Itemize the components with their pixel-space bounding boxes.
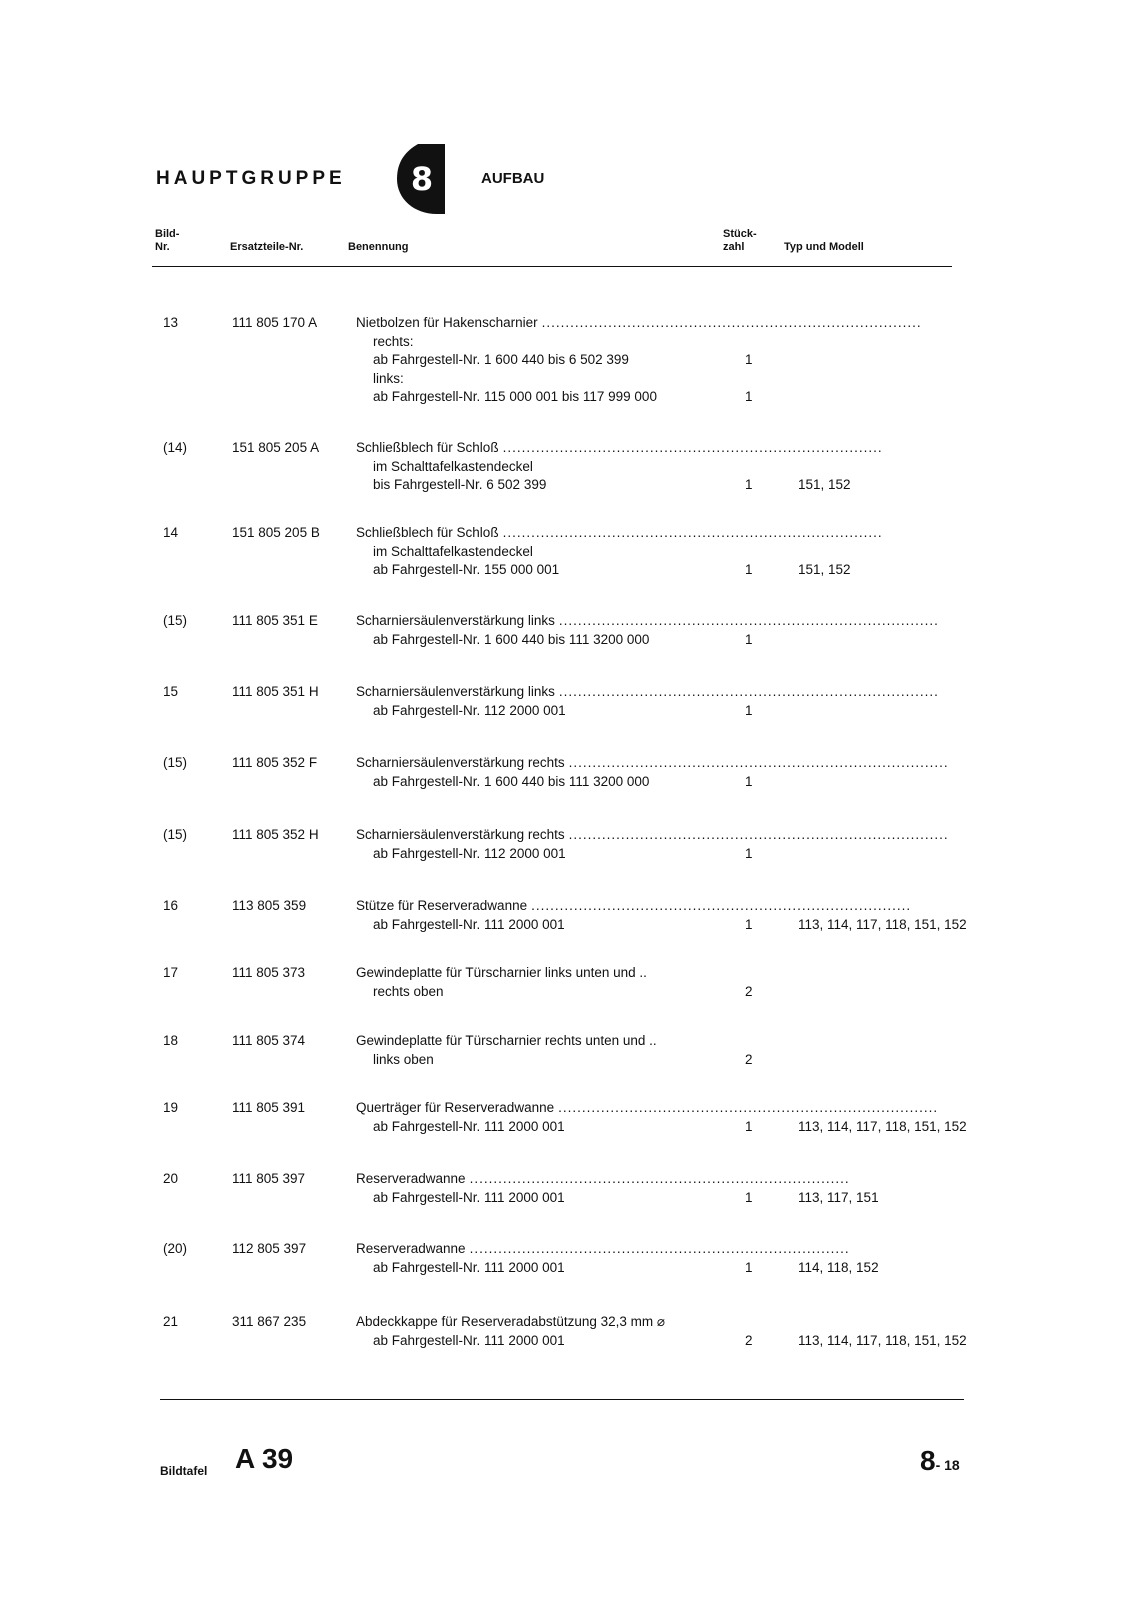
description-line: ab Fahrgestell-Nr. 112 2000 001: [373, 702, 566, 718]
description-line: ab Fahrgestell-Nr. 111 2000 001: [373, 1332, 565, 1348]
quantity: 2: [745, 983, 753, 999]
description-text: Scharniersäulenverstärkung rechts: [356, 827, 565, 842]
figure-number: 18: [163, 1033, 179, 1048]
dot-leader: ................................................................................: [558, 613, 939, 628]
footer-page-number: [920, 1445, 960, 1477]
type-model: 114, 118, 152: [798, 1259, 879, 1275]
description-text: Scharniersäulenverstärkung links: [356, 684, 555, 699]
description-line: [356, 683, 939, 702]
description-line: ab Fahrgestell-Nr. 112 2000 001: [373, 845, 566, 861]
dot-leader: ................................................................................: [568, 755, 949, 770]
group-name: AUFBAU: [481, 170, 545, 187]
part-number: 111 805 391: [232, 1100, 306, 1115]
header-rule: [152, 266, 952, 267]
description-line: [356, 439, 883, 458]
main-group-title: HAUPTGRUPPE: [156, 168, 346, 189]
description-line: rechts oben: [373, 983, 444, 999]
quantity: 1: [745, 562, 753, 577]
description-line: ab Fahrgestell-Nr. 1 600 440 bis 111 3200 000: [373, 773, 650, 789]
part-number: 112 805 397: [232, 1241, 307, 1256]
part-number: 111 805 352 F: [232, 755, 318, 770]
description-text: Schließblech für Schloß: [356, 440, 499, 455]
figure-number: 13: [163, 315, 179, 330]
quantity: 2: [745, 1051, 753, 1067]
page-suffix: - 18: [935, 1457, 960, 1473]
footer-plate-label: Bildtafel: [160, 1464, 208, 1478]
figure-number: (14): [163, 440, 188, 455]
part-number: 111 805 352 H: [232, 827, 319, 842]
part-number: 113 805 359: [232, 898, 307, 913]
part-number: 151 805 205 A: [232, 440, 320, 455]
description-line: [356, 1099, 939, 1118]
figure-number: 20: [163, 1171, 179, 1186]
description-text: Scharniersäulenverstärkung rechts: [356, 755, 565, 770]
description-line: [356, 1240, 850, 1259]
part-description: [356, 1032, 726, 1069]
quantity: 1: [745, 631, 753, 647]
description-line: [356, 897, 912, 916]
description-line: ab Fahrgestell-Nr. 111 2000 001: [373, 1259, 565, 1275]
quantity: 1: [745, 916, 753, 932]
figure-number: 21: [163, 1314, 179, 1329]
dot-leader: ................................................................................: [558, 1100, 939, 1115]
part-description: [356, 964, 726, 1001]
page-group: 8: [920, 1445, 936, 1476]
description-line: ab Fahrgestell-Nr. 155 000 001: [373, 562, 560, 577]
dot-leader: ................................................................................: [558, 684, 939, 699]
part-description: [356, 754, 949, 791]
description-line: bis Fahrgestell-Nr. 6 502 399: [373, 477, 547, 492]
description-line: links oben: [373, 1051, 434, 1067]
description-line: Gewindeplatte für Türscharnier links unten und ..: [356, 965, 647, 980]
description-line: [356, 754, 949, 773]
description-text: Scharniersäulenverstärkung links: [356, 613, 555, 628]
description-line: ab Fahrgestell-Nr. 111 2000 001: [373, 1189, 565, 1205]
dot-leader: ................................................................................: [469, 1171, 850, 1186]
figure-number: 15: [163, 684, 179, 699]
part-number: 111 805 397: [232, 1171, 306, 1186]
description-line: im Schalttafelkastendeckel: [373, 458, 533, 474]
footer-plate-number: A 39: [235, 1443, 294, 1474]
description-line: [356, 314, 922, 333]
description-line: Abdeckkappe für Reserveradabstützung 32,3 mm ⌀: [356, 1314, 666, 1329]
type-model: 113, 114, 117, 118, 151, 152: [798, 1118, 967, 1134]
figure-number: 17: [163, 965, 179, 980]
description-text: Querträger für Reserveradwanne: [356, 1100, 555, 1115]
description-line: links:: [373, 370, 404, 386]
figure-number: 14: [163, 525, 179, 540]
part-number: 111 805 170 A: [232, 315, 318, 330]
part-number: 111 805 351 H: [232, 684, 319, 699]
description-text: Reserveradwanne: [356, 1241, 466, 1256]
quantity: 1: [745, 352, 753, 367]
description-line: im Schalttafelkastendeckel: [373, 543, 533, 559]
dot-leader: ................................................................................: [568, 827, 949, 842]
description-text: Reserveradwanne: [356, 1171, 466, 1186]
part-description: [356, 826, 949, 863]
dot-leader: ................................................................................: [469, 1241, 850, 1256]
description-line: ab Fahrgestell-Nr. 1 600 440 bis 111 3200 000: [373, 631, 650, 647]
dot-leader: ................................................................................: [502, 525, 883, 540]
description-line: [356, 524, 883, 543]
figure-number: (15): [163, 827, 188, 842]
quantity: 2: [745, 1332, 753, 1348]
part-description: [356, 683, 939, 720]
group-number: 8: [410, 160, 434, 198]
col-header-part-number: Ersatzteile-Nr.: [230, 241, 304, 253]
quantity: 1: [745, 1118, 753, 1134]
part-number: 311 867 235: [232, 1314, 307, 1329]
description-line: [356, 1170, 850, 1189]
type-model: 113, 114, 117, 118, 151, 152: [798, 1332, 967, 1348]
type-model: 151, 152: [798, 477, 851, 492]
dot-leader: ................................................................................: [502, 440, 883, 455]
description-line: ab Fahrgestell-Nr. 1 600 440 bis 6 502 399: [373, 352, 629, 367]
quantity: 1: [745, 702, 753, 718]
part-description: [356, 612, 939, 649]
quantity: 1: [745, 773, 753, 789]
part-number: 111 805 374: [232, 1033, 306, 1048]
col-header-qty: Stück- zahl: [723, 228, 757, 253]
quantity: 1: [745, 1189, 753, 1205]
description-line: Gewindeplatte für Türscharnier rechts unten und ..: [356, 1033, 657, 1048]
description-text: Stütze für Reserveradwanne: [356, 898, 528, 913]
description-text: Nietbolzen für Hakenscharnier: [356, 315, 538, 330]
figure-number: 16: [163, 898, 179, 913]
figure-number: (15): [163, 755, 188, 770]
group-number-badge: [396, 143, 446, 215]
part-number: 111 805 373: [232, 965, 306, 980]
description-line: [356, 612, 939, 631]
type-model: 113, 117, 151: [798, 1189, 879, 1205]
figure-number: (20): [163, 1241, 188, 1256]
description-line: ab Fahrgestell-Nr. 111 2000 001: [373, 916, 565, 932]
description-line: [356, 826, 949, 845]
description-text: Schließblech für Schloß: [356, 525, 499, 540]
description-line: ab Fahrgestell-Nr. 111 2000 001: [373, 1118, 565, 1134]
description-line: ab Fahrgestell-Nr. 115 000 001 bis 117 999 000: [373, 389, 657, 404]
col-header-type-model: Typ und Modell: [784, 241, 864, 253]
type-model: 113, 114, 117, 118, 151, 152: [798, 916, 967, 932]
part-description: [356, 1313, 726, 1350]
col-header-bild: Bild- Nr.: [155, 228, 180, 253]
type-model: 151, 152: [798, 562, 851, 577]
quantity: 1: [745, 1259, 753, 1275]
figure-number: 19: [163, 1100, 179, 1115]
dot-leader: ................................................................................: [531, 898, 912, 913]
part-number: 151 805 205 B: [232, 525, 320, 540]
part-number: 111 805 351 E: [232, 613, 318, 628]
dot-leader: ................................................................................: [541, 315, 922, 330]
quantity: 1: [745, 389, 753, 404]
quantity: 1: [745, 845, 753, 861]
quantity: 1: [745, 477, 753, 492]
footer-rule: [160, 1399, 964, 1400]
part-description: [356, 314, 922, 407]
col-header-name: Benennung: [348, 241, 409, 253]
figure-number: (15): [163, 613, 188, 628]
description-line: rechts:: [373, 333, 414, 349]
